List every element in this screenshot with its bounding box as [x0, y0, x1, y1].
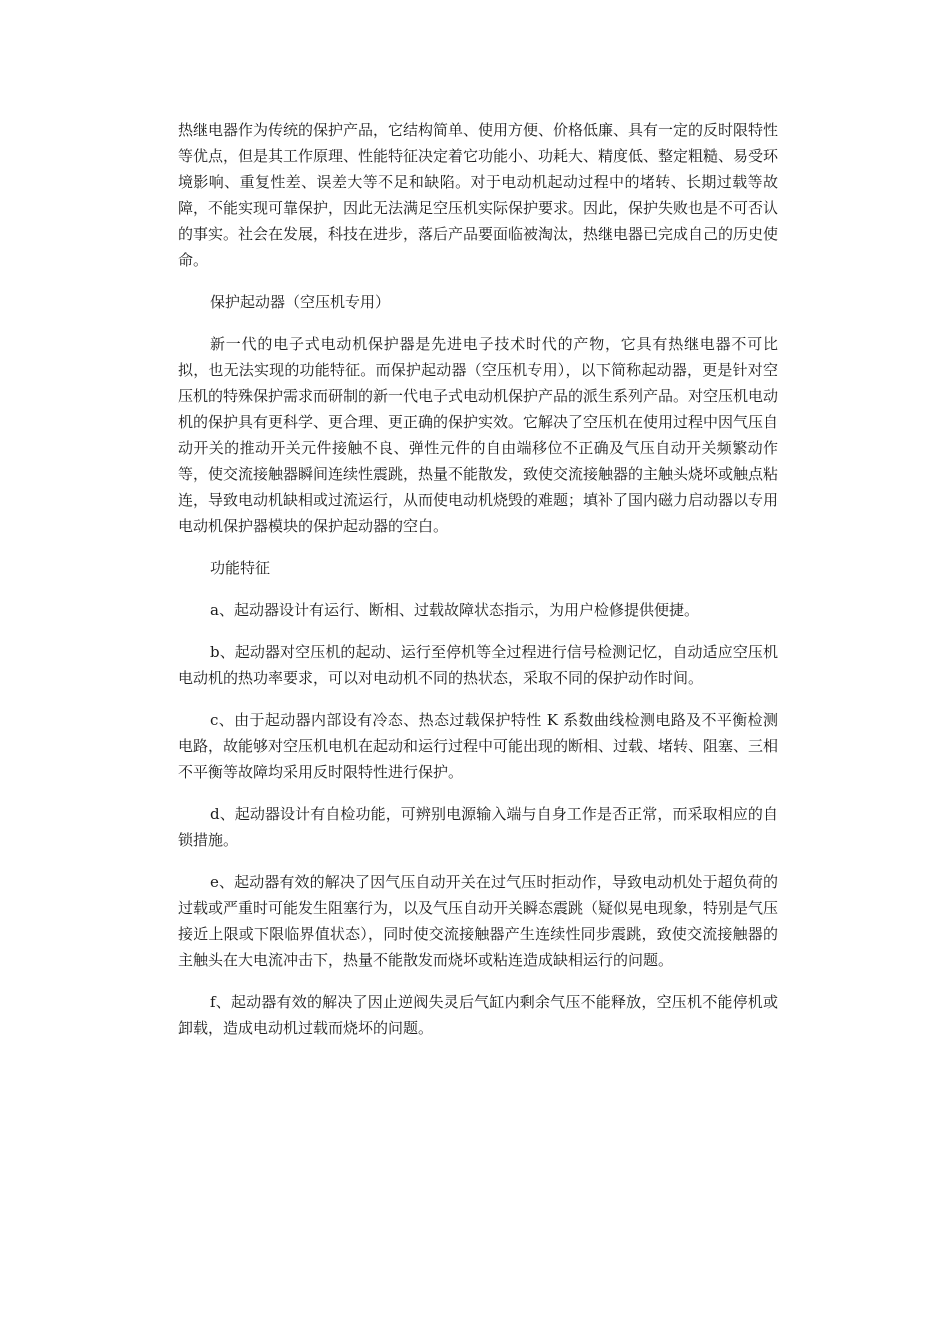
- intro-paragraph: 热继电器作为传统的保护产品，它结构简单、使用方便、价格低廉、具有一定的反时限特性等优点，但是其工作原理、性能特征决定着它功能小、功耗大、精度低、整定粗糙、易受环境影响、重复性差、误差大等不足和缺陷。对于电动机起动过程中的堵转、长期过载等故障，不能实现可靠保护，因此无法满足空压机实际保护要求。因此，保护失败也是不可否认的事实。社会在发展，科技在进步，落后产品要面临被淘汰，热继电器已完成自己的历史使命。: [178, 121, 779, 269]
- feature-item-d: d、起动器设计有自检功能，可辨别电源输入端与自身工作是否正常，而采取相应的自锁措施。: [178, 805, 778, 849]
- document-page: [178, 117, 778, 1041]
- section-heading-features: 功能特征: [210, 559, 271, 577]
- feature-item-e: e、起动器有效的解决了因气压自动开关在过气压时拒动作，导致电动机处于超负荷的过载或严重时可能发生阻塞行为，以及气压自动开关瞬态震跳（疑似晃电现象，特别是气压接近上限或下限临界值状态），同时使交流接触器产生连续性同步震跳，致使交流接触器的主触头在大电流冲击下，热量不能散发而烧坏或粘连造成缺相运行的问题。: [178, 873, 779, 969]
- feature-item-b: b、起动器对空压机的起动、运行至停机等全过程进行信号检测记忆，自动适应空压机电动机的热功率要求，可以对电动机不同的热状态，采取不同的保护动作时间。: [178, 643, 778, 687]
- feature-item-f: f、起动器有效的解决了因止逆阀失灵后气缸内剩余气压不能释放，空压机不能停机或卸载，造成电动机过载而烧坏的问题。: [178, 993, 778, 1037]
- feature-item-c: c、由于起动器内部设有冷态、热态过载保护特性 K 系数曲线检测电路及不平衡检测电路，故能够对空压机电机在起动和运行过程中可能出现的断相、过载、堵转、阻塞、三相不平衡等故障均采用反时限特性进行保护。: [178, 711, 779, 781]
- feature-item-a: a、起动器设计有运行、断相、过载故障状态指示，为用户检修提供便捷。: [210, 601, 699, 619]
- section-heading-protective-starter: 保护起动器（空压机专用）: [210, 293, 391, 311]
- starter-description-paragraph: 新一代的电子式电动机保护器是先进电子技术时代的产物，它具有热继电器不可比拟，也无法实现的功能特征。而保护起动器（空压机专用），以下简称起动器，更是针对空压机的特殊保护需求而研制的新一代电子式电动机保护产品的派生系列产品。对空压机电动机的保护具有更科学、更合理、更正确的保护实效。它解决了空压机在使用过程中因气压自动开关的推动开关元件接触不良、弹性元件的自由端移位不正确及气压自动开关频繁动作等，使交流接触器瞬间连续性震跳，热量不能散发，致使交流接触器的主触头烧坏或触点粘连，导致电动机缺相或过流运行，从而使电动机烧毁的难题；填补了国内磁力启动器以专用电动机保护器模块的保护起动器的空白。: [178, 335, 779, 535]
